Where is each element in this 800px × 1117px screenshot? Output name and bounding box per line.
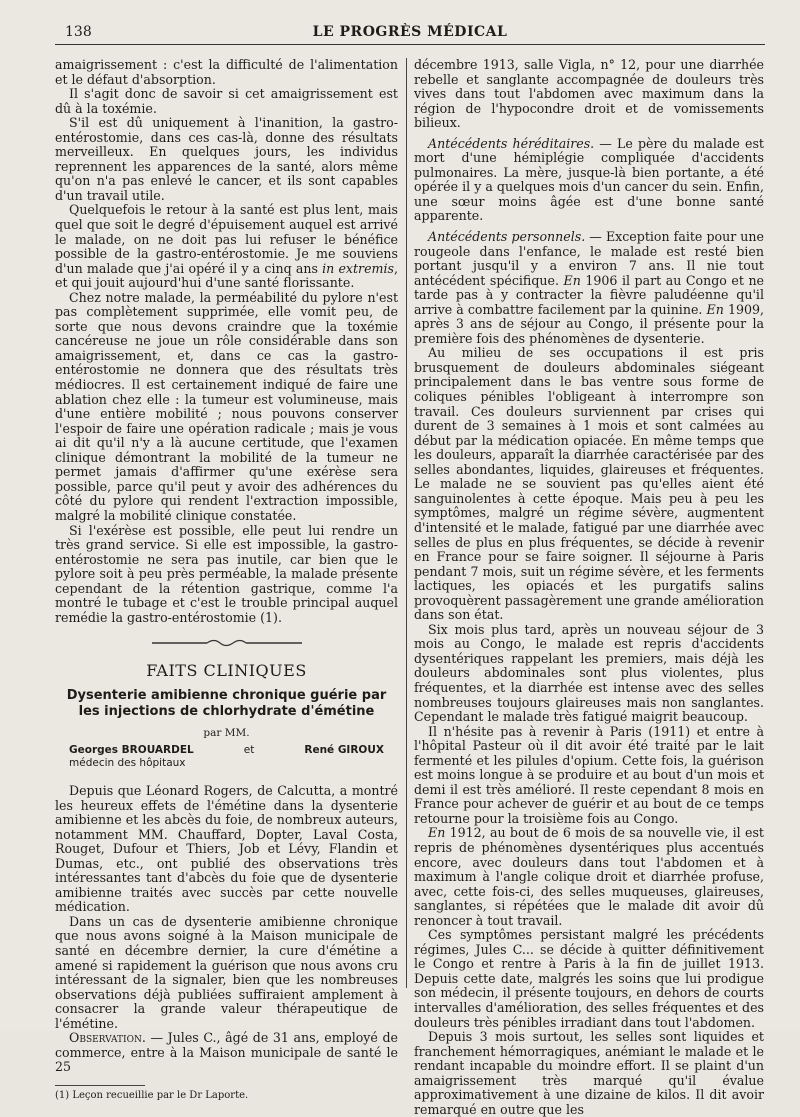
paragraph: Ces symptômes persistant malgré les précédents régimes, Jules C... se décide à quitter définitivement le Congo et rentre à Paris à la fin de juillet 1913. Depuis cette date, malgrés les soins que lui prodigue son médecin, il présente toujours, en dehors de courts intervalles d'amélioration, des selles fréquentes et des douleurs très pénibles irradiant dans tout l'abdomen. xyxy=(414,927,764,1030)
paragraph xyxy=(55,203,398,290)
italic-text: in extremis xyxy=(322,260,394,276)
author-1 xyxy=(69,744,194,770)
italic-heading: Antécédents personnels. xyxy=(428,229,586,245)
paragraph xyxy=(414,230,764,346)
paragraph: Chez notre malade, la perméabilité du pylore n'est pas complètement supprimée, elle vomit peu, de sorte que nous devons craindre que la toxémie cancéreuse ne joue un rôle considérable dans son amaigrissement, et, dans ce cas la gastro-entérostomie ne donnera que des résultats très médiocres. Il est certainement indiqué de faire une ablation chez elle : la tumeur est volumineuse, mais d'une entière mobilité ; nous pouvons conserver l'espoir de faire une opération radicale ; mais je vous ai dit qu'il n'y a là aucune certitude, que l'examen clinique démontrant la mobilité de la tumeur ne permet jamais d'affirmer qu'une exérèse sera possible, parce qu'il peut y avoir des adhérences du côté du pylore qui rendent l'extraction impossible, malgré la mobilité clinique constatée. xyxy=(55,289,398,523)
italic-text: En xyxy=(563,272,581,288)
paragraph xyxy=(55,1031,398,1075)
paragraph: S'il est dû uniquement à l'inanition, la gastro-entérostomie, dans ces cas-là, donne des résultats merveilleux. En quelques jours, les individus reprennent les apparences de la santé, alors même qu'on n'a pas enlevé le cancer, et ils sont capables d'un travail utile. xyxy=(55,115,398,203)
text-run: 1906 il part au Congo et ne tarde pas à y contracter la fièvre paludéenne qu'il arrive à combattre facilement par la quinine. xyxy=(414,272,765,317)
paragraph xyxy=(414,826,764,928)
text-run: , et qui jouit aujourd'hui d'une santé florissante. xyxy=(55,260,398,291)
author-2-name: René GIROUX xyxy=(304,743,384,756)
paragraph: Il s'agit donc de savoir si cet amaigrissement est dû à la toxémie. xyxy=(55,86,398,116)
footnote-rule xyxy=(55,1085,145,1086)
text-run: 1909, après 3 ans de séjour au Congo, il présente pour la première fois des phénomènes de dysenterie. xyxy=(414,301,764,346)
page-number: 138 xyxy=(65,24,92,40)
text-run: Quelquefois le retour à la santé est plus lent, mais quel que soit le degré d'épuisement auquel est arrivé le malade, on ne doit pas lui refuser le bénéfice possible de la gastro-entérostomie. Je me souviens d'un malade que j'ai opéré il y a cinq ans xyxy=(55,202,398,276)
footnote: (1) Leçon recueillie par le Dr Laporte. xyxy=(55,1089,249,1101)
paragraph: décembre 1913, salle Vigla, n° 12, pour une diarrhée rebelle et sanglante accompagnée de douleurs très vives dans tout l'abdomen avec maximum dans la région de l'hypocondre droit et de vomissements bilieux. xyxy=(414,57,764,131)
text-run: 1912, au bout de 6 mois de sa nouvelle vie, il est repris de phénomènes dysentériques plus accentués encore, avec douleurs dans tout l'abdomen et à maximum à l'angle colique droit et diarrhée profuse, avec, cette fois-ci, des selles muqueuses, glaireuses, sanglantes, si répétées que le malade dit avoir dû renoncer à tout travail. xyxy=(414,825,764,928)
paragraph: Au milieu de ses occupations il est pris brusquement de douleurs abdominales siégeant principalement dans le bas ventre sous forme de coliques pénibles l'obligeant à interrompre son travail. Ces douleurs surviennent par crises qui durent de 3 semaines à 1 mois et sont calmées au début par la médication opiacée. En même temps que les douleurs, apparaît la diarrhée caractérisée par des selles abondantes, liquides, glaireuses et fréquentes. Le malade ne se souvient pas qu'elles aient été sanguinolentes à cette époque. Mais peu à peu les symptômes, malgré un régime sévère, augmentent d'intensité et le malade, fatigué par une diarrhée avec selles de plus en plus fréquentes, se décide à revenir en France pour se faire soigner. Il séjourne à Paris pendant 7 mois, suit un régime sévère, et les ferments lactiques, les opiacés et les purgatifs salins provoquèrent passagèrement une grande amélioration dans son état. xyxy=(414,345,764,623)
observation-label: Observation. xyxy=(69,1030,146,1046)
right-column xyxy=(414,58,764,1117)
column-divider xyxy=(406,58,407,988)
running-title: LE PROGRÈS MÉDICAL xyxy=(312,24,508,40)
text-run: — Jules C., âgé de 31 ans, employé de commerce, entre à la Maison municipale de santé le 25 xyxy=(55,1030,398,1075)
ornament-divider xyxy=(55,637,398,652)
author-1-name: Georges BROUARDEL xyxy=(69,743,194,756)
header-rule xyxy=(55,44,765,45)
italic-text: En xyxy=(706,301,724,317)
paragraph: Dans un cas de dysenterie amibienne chronique que nous avons soigné à la Maison municipale de santé en décembre dernier, la cure d'émétine a amené si rapidement la guérison que nous avons cru intéressant de la signaler, bien que les nombreuses observations déjà publiées suffiraient amplement à consacrer la grande valeur thérapeutique de l'émétine. xyxy=(55,913,398,1031)
author-conjunction: et xyxy=(243,743,255,756)
paragraph: Si l'exérèse est possible, elle peut lui rendre un très grand service. Si elle est impossible, la gastro-entérostomie ne sera pas inutile, car bien que le pylore soit à peu près perméable, la malade présente cependant de la rétention gastrique, comme l'a montré le tubage et c'est le trouble principal auquel remédie la gastro-entérostomie (1). xyxy=(55,522,398,625)
authors xyxy=(69,744,384,770)
paragraph: amaigrissement : c'est la difficulté de l'alimentation et le défaut d'absorption. xyxy=(55,57,398,87)
italic-text: En xyxy=(428,825,446,841)
paragraph: Il n'hésite pas à revenir à Paris (1911) et entre à l'hôpital Pasteur où il dit avoir été traité par le lait fermenté et les pilules d'opium. Cette fois, la guérison est moins longue à se produire et au bout d'un mois et demi il est très amélioré. Il reste cependant 8 mois en France pour achever de guérir et au bout de ce temps retourne pour la troisième fois au Congo. xyxy=(414,723,764,826)
author-1-role: médecin des hôpitaux xyxy=(69,756,186,769)
byline-par: par MM. xyxy=(203,727,250,740)
paragraph: Six mois plus tard, après un nouveau séjour de 3 mois au Congo, le malade est repris d'accidents dysentériques rappelant les premiers, mais déjà les douleurs abdominales sont plus violentes, plus fréquentes, et la diarrhée est intense avec des selles nombreuses toujours glaireuses mais non sanglantes. Cependant le malade très fatigué maigrit beaucoup. xyxy=(414,621,764,725)
paragraph xyxy=(414,137,764,224)
page-header xyxy=(55,22,765,42)
text-run: — Exception faite pour une rougeole dans l'enfance, le malade est resté bien portant jusqu'il y a environ 7 ans. Il nie tout antécédent spécifique. xyxy=(414,229,764,288)
left-column xyxy=(55,58,398,1103)
paragraph: Depuis 3 mois surtout, les selles sont liquides et franchement hémorragiques, anémiant le malade et le rendant incapable du moindre effort. Il se plaint d'un amaigrissement très marqué qu'il évalue approximativement à une dizaine de kilos. Il dit avoir remarqué en outre que les xyxy=(414,1029,764,1117)
text-run: — Le père du malade est mort d'une hémiplégie compliquée d'accidents pulmonaires. La mère, jusque-là bien portante, a été opérée il y a quelques mois d'un cancer du sein. Enfin, une sœur moins âgée est d'une bonne santé apparente. xyxy=(414,135,764,224)
paragraph: Depuis que Léonard Rogers, de Calcutta, a montré les heureux effets de l'émétine dans la dysenterie amibienne et les abcès du foie, de nombreux auteurs, notamment MM. Chauffard, Dopter, Laval Costa, Rouget, Dufour et Thiers, Job et Lévy, Flandin et Dumas, etc., ont publié des observations très intéressantes tant d'abcès du foie que de dysenterie amibienne traités avec succès par cette nouvelle médication. xyxy=(55,782,398,915)
author-2 xyxy=(304,744,384,770)
section-title: FAITS CLINIQUES xyxy=(146,660,307,680)
article-title: Dysenterie amibienne chronique guérie par les injections de chlorhydrate d'émétine xyxy=(66,688,387,720)
ornament-icon xyxy=(152,638,302,648)
italic-heading: Antécédents héréditaires. xyxy=(428,135,595,151)
